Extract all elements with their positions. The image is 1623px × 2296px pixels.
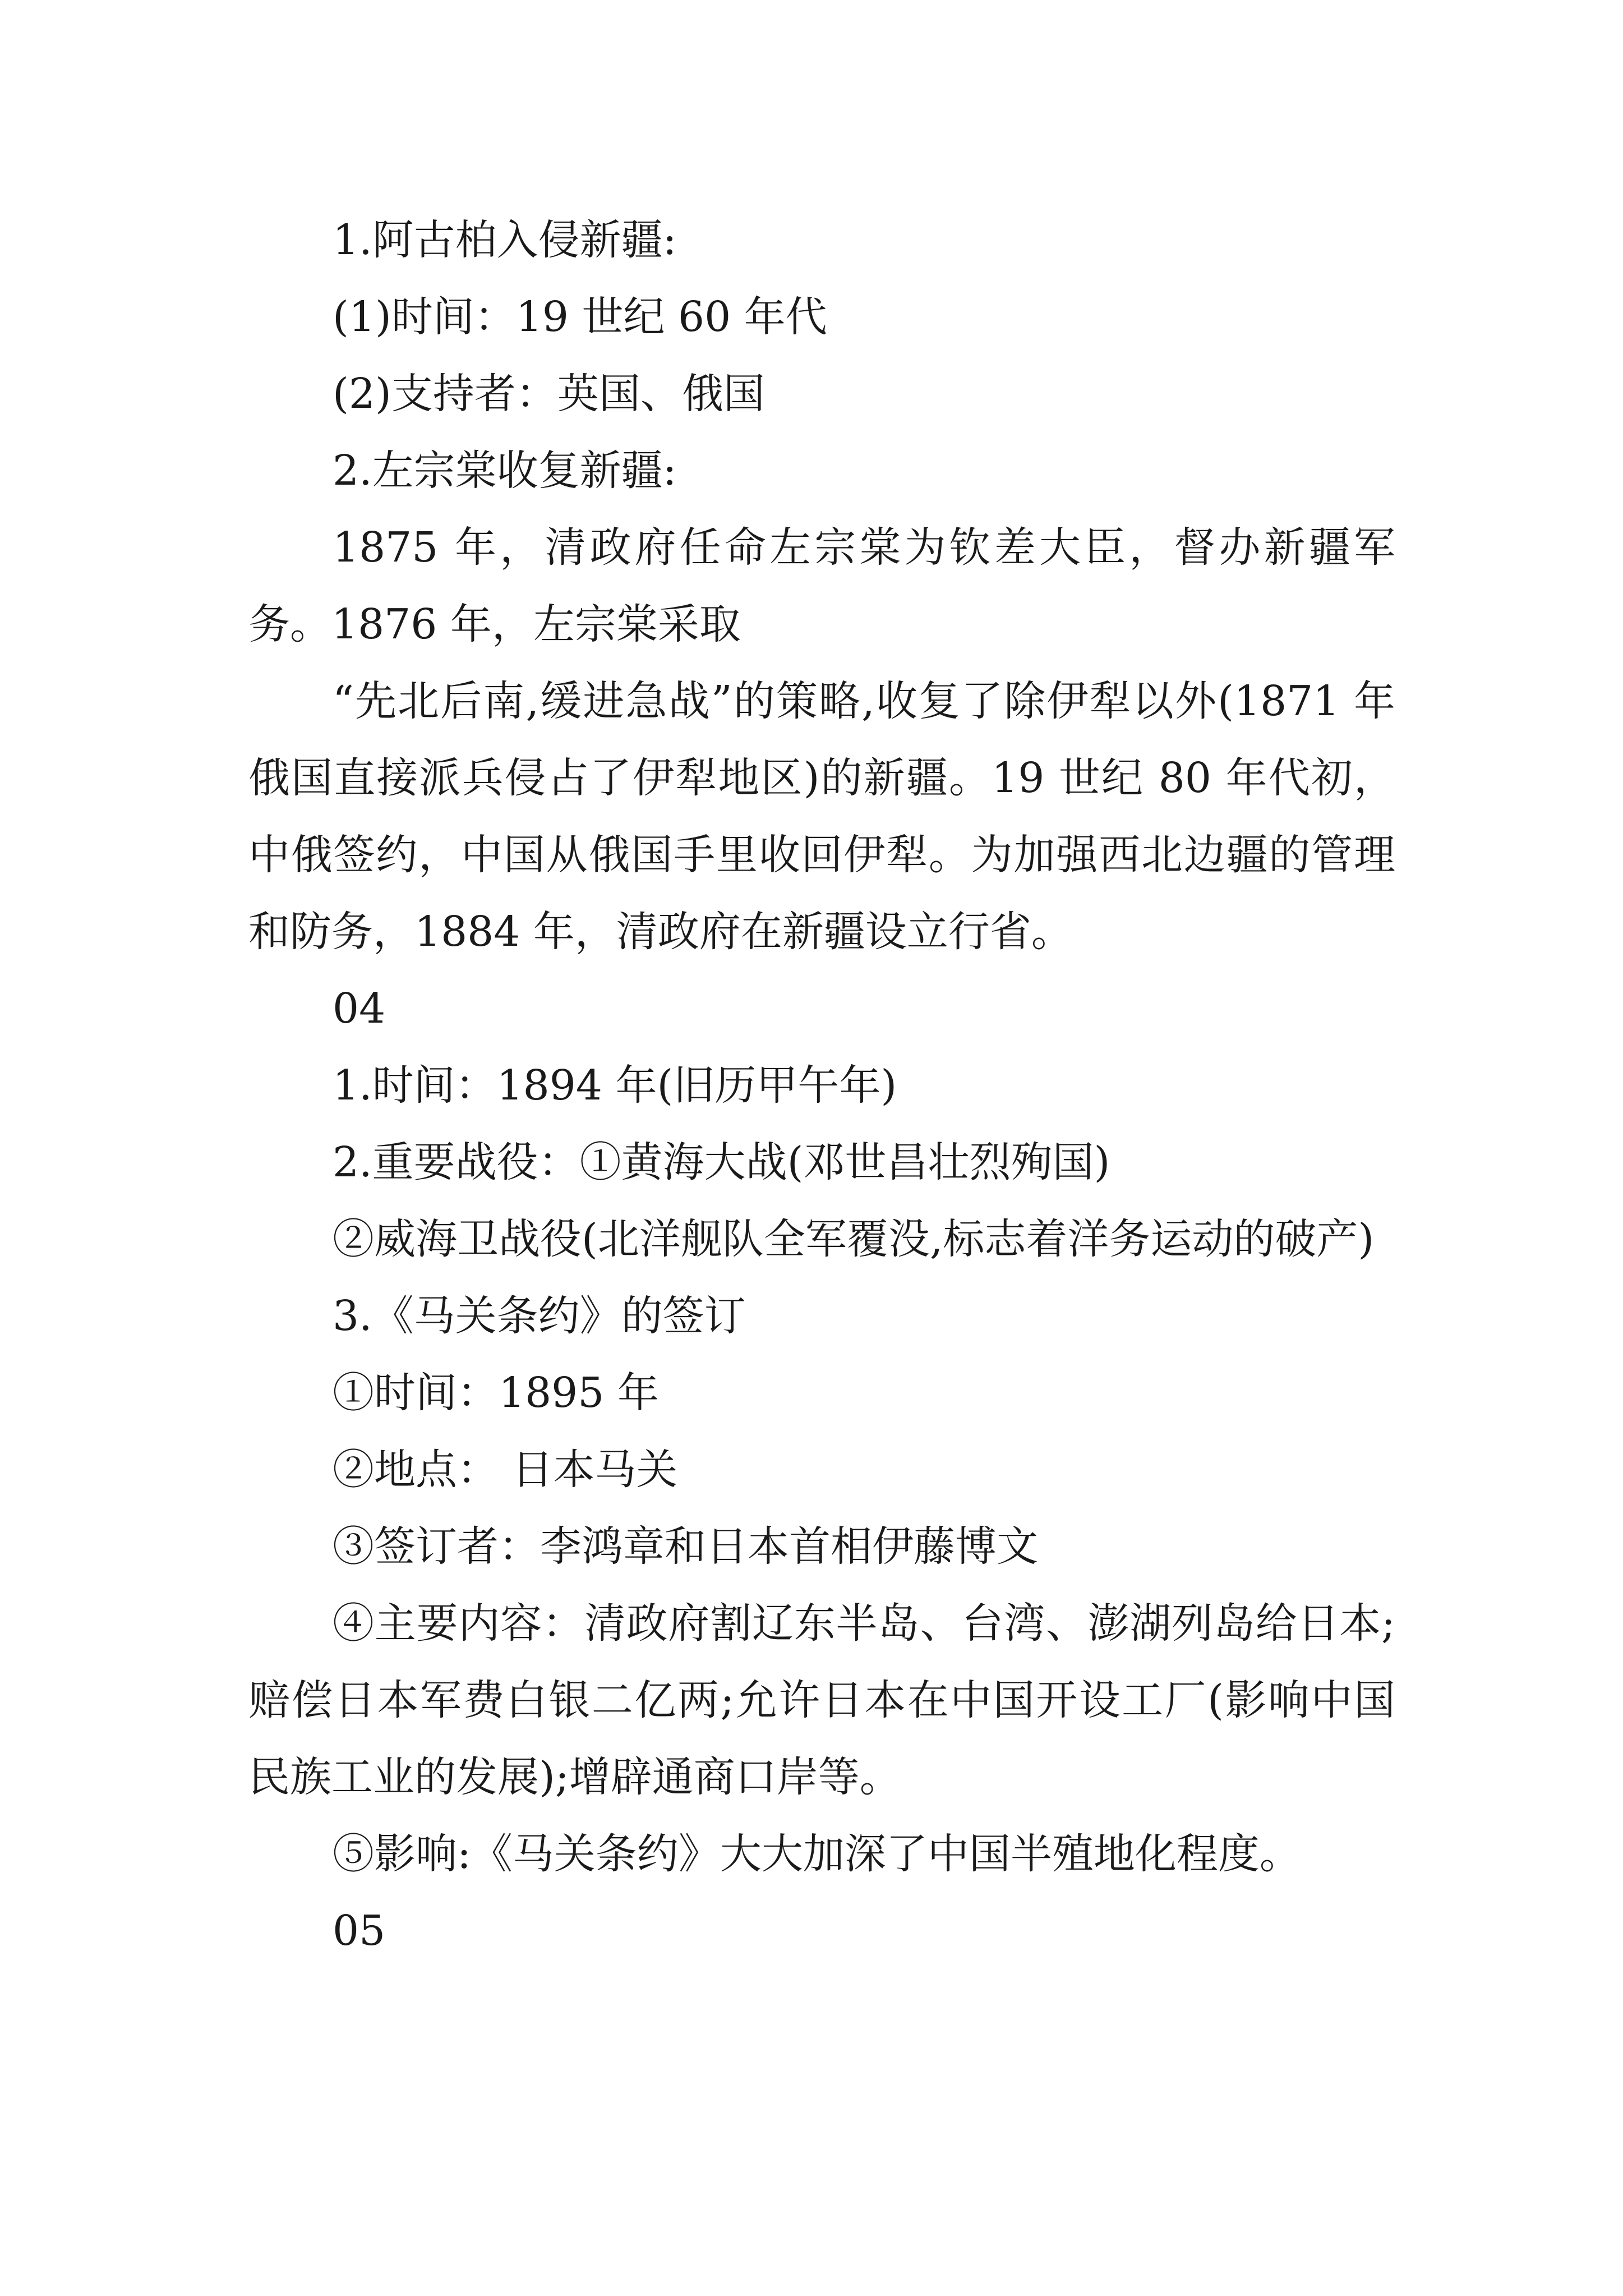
paragraph: 3.《马关条约》的签订	[333, 1292, 746, 1340]
paragraph: (2)支持者：英国、俄国	[333, 370, 765, 418]
section-number: 05	[333, 1907, 386, 1955]
section-number: 04	[333, 984, 386, 1033]
paragraph: ②地点： 日本马关	[333, 1446, 678, 1494]
paragraph: ②威海卫战役(北洋舰队全军覆没,标志着洋务运动的破产)	[333, 1215, 1375, 1263]
paragraph: ④主要内容：清政府割辽东半岛、台湾、澎湖列岛给日本;赔偿日本军费白银二亿两;允许日本在中国开设工厂(影响中国民族工业的发展);增辟通商口岸等。	[248, 1599, 1395, 1801]
paragraph: 1.阿古柏入侵新疆:	[333, 216, 677, 264]
document-body	[248, 202, 1395, 1970]
paragraph: 1875 年，清政府任命左宗棠为钦差大臣，督办新疆军务。1876 年，左宗棠采取	[248, 523, 1395, 648]
paragraph: ①时间：1895 年	[333, 1369, 659, 1417]
paragraph: 1.时间：1894 年(旧历甲午年)	[333, 1061, 897, 1110]
paragraph: 2.左宗棠收复新疆:	[333, 447, 677, 495]
paragraph: ③签订者：李鸿章和日本首相伊藤博文	[333, 1522, 1038, 1571]
paragraph: 2.重要战役：①黄海大战(邓世昌壮烈殉国)	[333, 1138, 1110, 1186]
paragraph: “先北后南,缓进急战”的策略,收复了除伊犁以外(1871 年俄国直接派兵侵占了伊犁地区)的新疆。19 世纪 80 年代初，中俄签约，中国从俄国手里收回伊犁。为加强西北边疆的管理和防务，1884 年，清政府在新疆设立行省。	[248, 677, 1395, 956]
paragraph: (1)时间：19 世纪 60 年代	[333, 293, 827, 341]
paragraph: ⑤影响:《马关条约》大大加深了中国半殖地化程度。	[333, 1830, 1301, 1878]
